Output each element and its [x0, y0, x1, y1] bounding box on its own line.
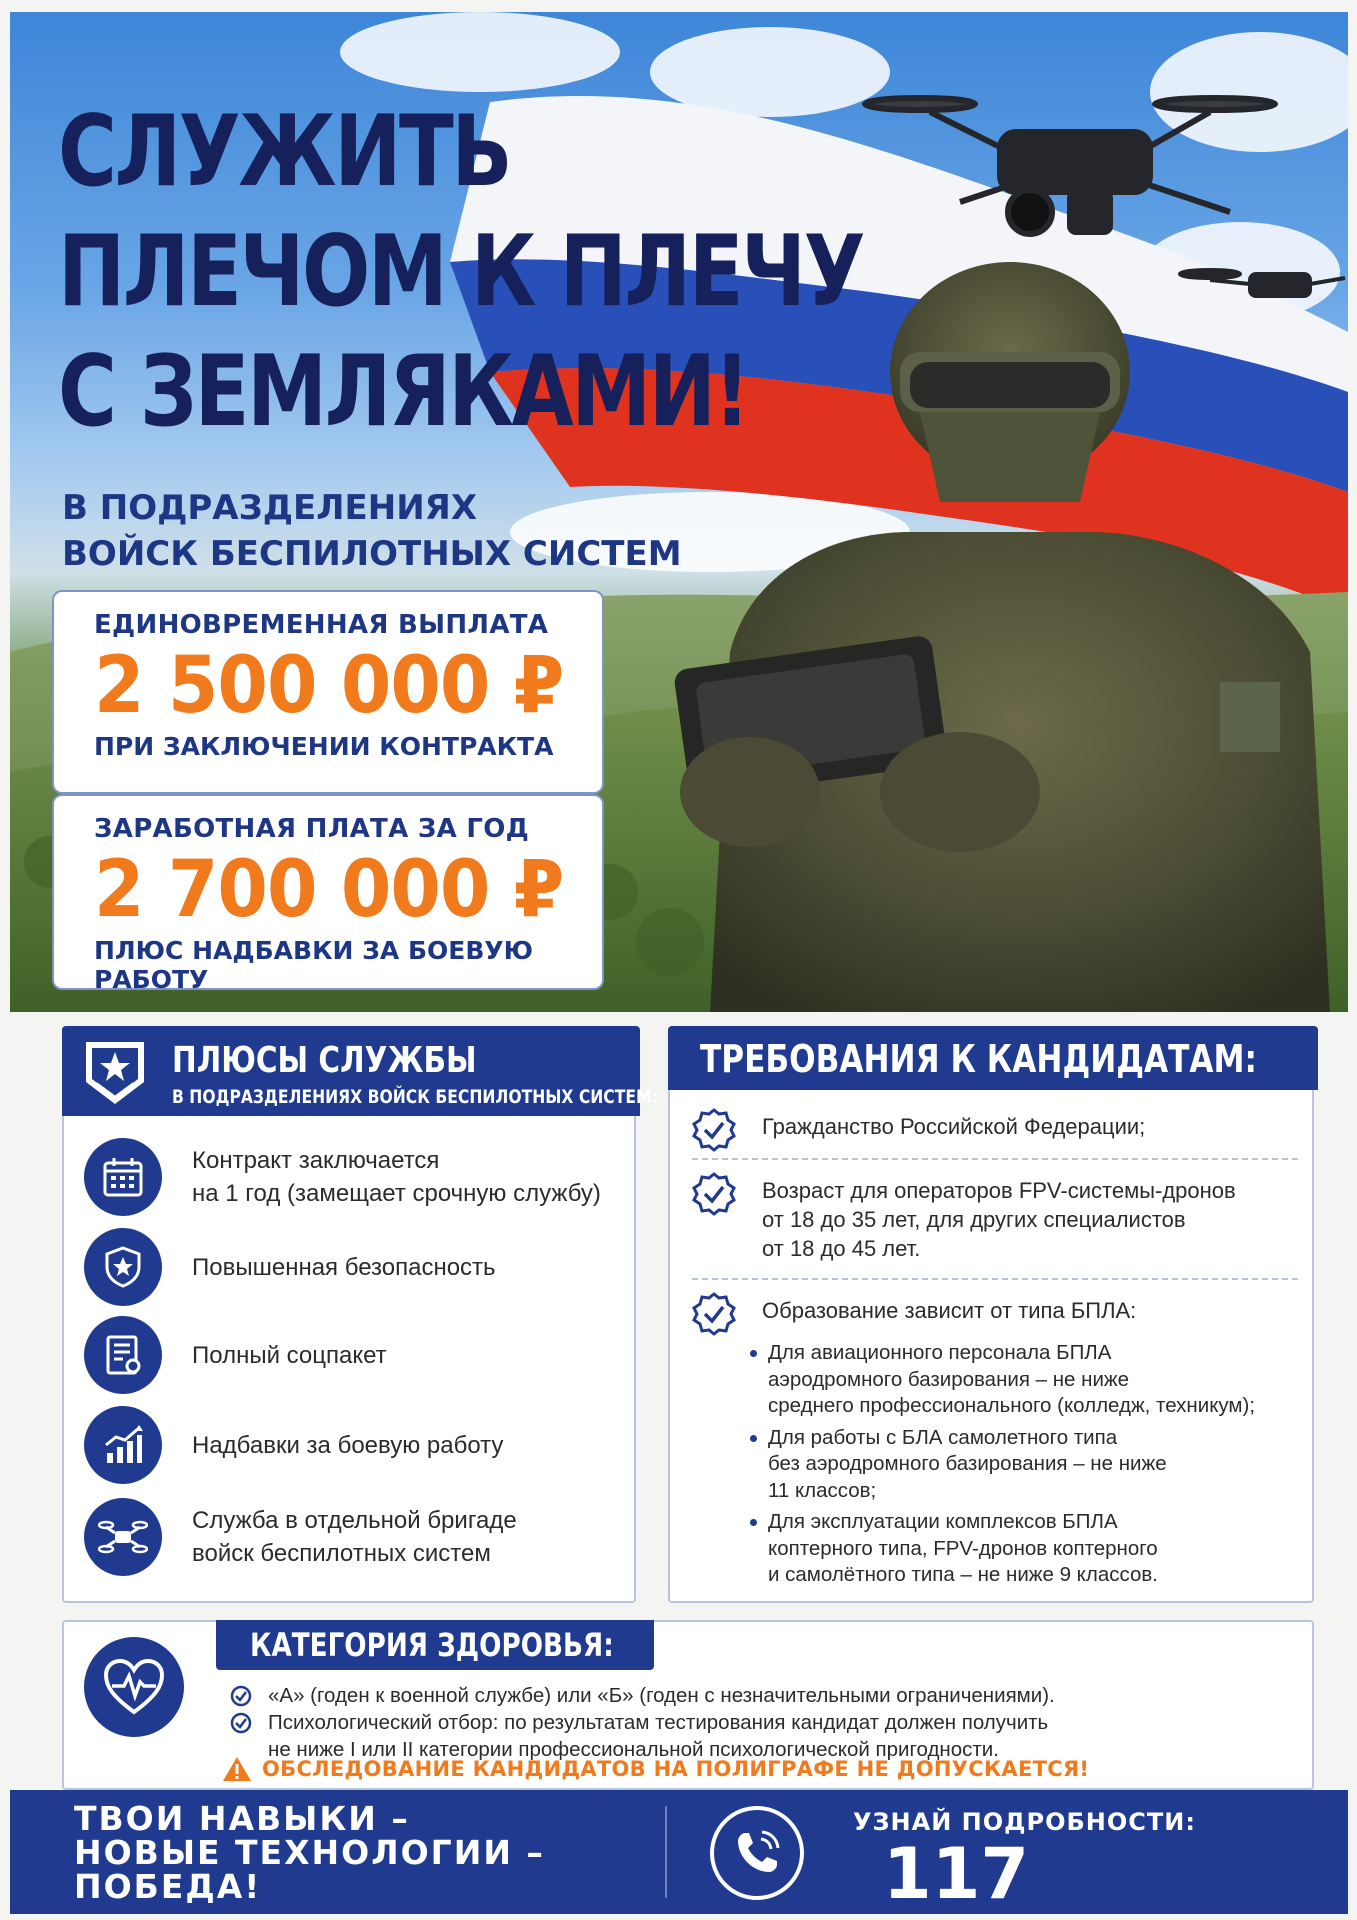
benefit-item	[74, 1132, 634, 1222]
benefit-line: Полный соцпакет	[192, 1341, 387, 1369]
health-line	[230, 1709, 1048, 1763]
education-bullet	[748, 1425, 1308, 1505]
benefit-line: Контракт заключается	[192, 1147, 440, 1174]
subhead-line: В ПОДРАЗДЕЛЕНИЯХ	[62, 488, 478, 528]
requirement-line: Возраст для операторов FPV-системы-дронов	[762, 1178, 1236, 1203]
education-bullet	[748, 1340, 1308, 1420]
check-icon	[230, 1685, 252, 1707]
growth-chart-icon	[84, 1406, 162, 1484]
warning-text: ОБСЛЕДОВАНИЕ КАНДИДАТОВ НА ПОЛИГРАФЕ НЕ ДОПУСКАЕТСЯ!	[262, 1757, 1090, 1781]
rank-badge-icon	[80, 1038, 150, 1108]
payment-label: ЗАРАБОТНАЯ ПЛАТА ЗА ГОД	[94, 814, 530, 844]
details-label: УЗНАЙ ПОДРОБНОСТИ:	[853, 1808, 1196, 1836]
check-icon	[230, 1712, 252, 1734]
bullet-line: Для эксплуатации комплексов БПЛА	[768, 1510, 1118, 1533]
headline-line: СЛУЖИТЬ	[58, 95, 511, 209]
warning-icon	[222, 1756, 252, 1782]
bullet-line: без аэродромного базирования – не ниже	[768, 1452, 1167, 1475]
bullet-line: Для работы с БЛА самолетного типа	[768, 1425, 1118, 1449]
benefits-title: ПЛЮСЫ СЛУЖБЫ	[172, 1040, 477, 1081]
benefit-line: Повышенная безопасность	[192, 1253, 496, 1281]
requirement-line: Образование зависит от типа БПЛА:	[762, 1298, 1137, 1323]
hotline-number[interactable]: 117	[883, 1833, 1030, 1915]
phone-icon	[710, 1806, 804, 1900]
one-time-payment-box	[52, 590, 604, 794]
benefit-line: Служба в отдельной бригаде	[192, 1507, 517, 1534]
education-bullet	[748, 1509, 1308, 1589]
requirement-line: Гражданство Российской Федерации;	[762, 1114, 1146, 1139]
annual-salary-box	[52, 794, 604, 994]
benefits-panel	[62, 1026, 658, 1603]
benefit-text	[192, 1132, 601, 1222]
payment-label: ЕДИНОВРЕМЕННАЯ ВЫПЛАТА	[94, 610, 549, 640]
health-text: не ниже I или II категории профессиональной психологической пригодности.	[268, 1738, 999, 1761]
check-badge-icon	[692, 1172, 736, 1216]
bullet-line: среднего профессионального (колледж, техникум);	[768, 1394, 1256, 1417]
health-category-panel	[62, 1620, 1314, 1790]
divider	[692, 1158, 1298, 1160]
document-icon	[84, 1316, 162, 1394]
calendar-icon	[84, 1138, 162, 1216]
benefit-item	[74, 1222, 634, 1312]
subheadline	[62, 485, 682, 577]
divider	[692, 1278, 1298, 1280]
headline-line: ПЛЕЧОМ К ПЛЕЧУ	[58, 215, 864, 329]
requirement-text	[762, 1112, 1302, 1141]
requirement-line: от 18 до 45 лет.	[762, 1236, 921, 1261]
slogan-line: ПОБЕДА!	[74, 1867, 262, 1906]
drone-icon	[84, 1498, 162, 1576]
headline-line: С ЗЕМЛЯКАМИ!	[58, 335, 748, 449]
heart-pulse-icon	[84, 1637, 184, 1737]
requirement-line: от 18 до 35 лет, для других специалистов	[762, 1207, 1186, 1232]
requirement-text	[762, 1176, 1302, 1263]
benefit-line: на 1 год (замещает срочную службу)	[192, 1180, 601, 1207]
benefit-line: Надбавки за боевую работу	[192, 1431, 504, 1459]
main-headline	[58, 92, 863, 452]
bullet-line: аэродромного базирования – не ниже	[768, 1367, 1130, 1391]
bullet-line: и самолётного типа – не ниже 9 классов.	[768, 1563, 1158, 1586]
benefit-text	[192, 1492, 517, 1582]
benefit-text	[192, 1310, 387, 1400]
education-bullets	[748, 1340, 1308, 1594]
health-header	[216, 1620, 654, 1670]
health-text: «А» (годен к военной службе) или «Б» (годен с незначительными ограничениями).	[268, 1684, 1055, 1707]
requirements-title: ТРЕБОВАНИЯ К КАНДИДАТАМ:	[700, 1037, 1258, 1081]
polygraph-warning	[222, 1756, 1089, 1782]
payment-amount: 2 500 000 ₽	[94, 641, 564, 731]
subhead-line: ВОЙСК БЕСПИЛОТНЫХ СИСТЕМ	[62, 534, 682, 574]
payment-note: ПРИ ЗАКЛЮЧЕНИИ КОНТРАКТА	[94, 732, 554, 761]
benefits-header	[62, 1026, 658, 1116]
shield-icon	[84, 1228, 162, 1306]
benefit-text	[192, 1222, 496, 1312]
benefit-item	[74, 1400, 634, 1490]
requirement-text	[762, 1296, 1302, 1325]
payment-amount: 2 700 000 ₽	[94, 845, 564, 935]
footer-divider	[665, 1806, 667, 1898]
bullet-line: коптерного типа, FPV-дронов коптерного	[768, 1536, 1158, 1560]
bullet-line: 11 классов;	[768, 1478, 877, 1502]
health-title: КАТЕГОРИЯ ЗДОРОВЬЯ:	[250, 1626, 614, 1664]
slogan	[74, 1799, 545, 1906]
check-badge-icon	[692, 1108, 736, 1152]
health-text: Психологический отбор: по результатам тестирования кандидат должен получить	[268, 1711, 1049, 1734]
benefit-item	[74, 1310, 634, 1400]
health-line	[230, 1682, 1055, 1709]
bullet-line: Для авиационного персонала БПЛА	[768, 1341, 1112, 1364]
slogan-line: ТВОИ НАВЫКИ –	[74, 1799, 410, 1838]
requirements-panel	[668, 1026, 1314, 1603]
slogan-line: НОВЫЕ ТЕХНОЛОГИИ –	[74, 1833, 545, 1872]
payment-note: ПЛЮС НАДБАВКИ ЗА БОЕВУЮ РАБОТУ	[94, 936, 534, 994]
footer-bar	[10, 1790, 1348, 1914]
benefit-line: войск беспилотных систем	[192, 1540, 491, 1567]
benefit-text	[192, 1400, 503, 1490]
check-badge-icon	[692, 1292, 736, 1336]
benefit-item	[74, 1492, 634, 1582]
requirements-header	[668, 1026, 1318, 1090]
benefits-subtitle: В ПОДРАЗДЕЛЕНИЯХ ВОЙСК БЕСПИЛОТНЫХ СИСТЕМ:	[172, 1086, 658, 1108]
